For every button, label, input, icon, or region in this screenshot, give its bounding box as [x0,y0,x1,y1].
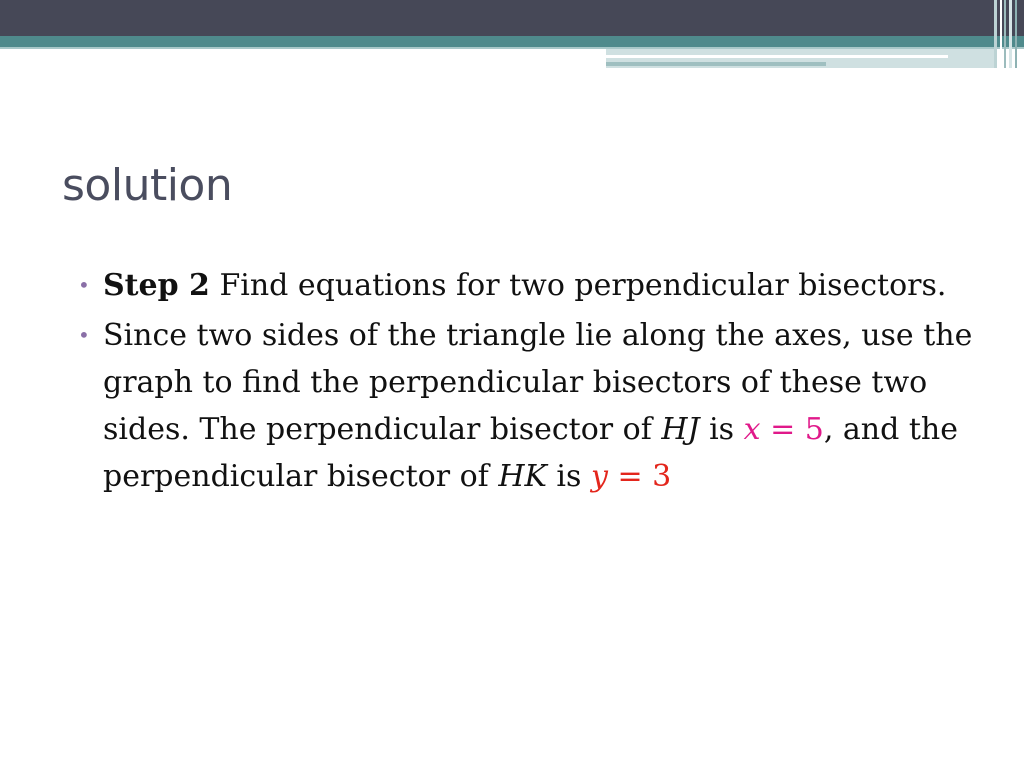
decorative-stripe [1004,0,1006,68]
list-item [78,262,978,309]
bullet-list [78,262,978,503]
decorative-stripe [1015,0,1017,68]
header-accent-band [0,36,1024,47]
step-label: Step 2 [103,268,210,303]
decorative-stripe [994,0,997,68]
slide-title: solution [62,160,233,211]
bullet-dot-icon: • [78,323,90,347]
segment-label: HJ [661,412,700,447]
header-bar [0,0,1024,36]
equation: x = 5 [743,412,824,447]
decorative-stripe [1000,0,1002,68]
decorative-stripe [1009,0,1012,68]
bullet-dot-icon: • [78,273,90,297]
bullet-text: Find equations for two perpendicular bisectors. [209,268,947,303]
bullet-text: is [699,412,744,447]
decorative-line [606,62,826,66]
equation: y = 3 [590,459,672,494]
bullet-text: is [546,459,591,494]
bullet-text: Since two sides of the triangle lie along the axes, use the graph to find the perpendicular bisectors of these two sides. The perpendicular bisector of [103,318,973,447]
segment-label: HK [498,459,547,494]
decorative-line [606,55,948,58]
list-item [78,312,978,500]
bullet-text: , and the perpendicular bisector of [103,412,958,494]
